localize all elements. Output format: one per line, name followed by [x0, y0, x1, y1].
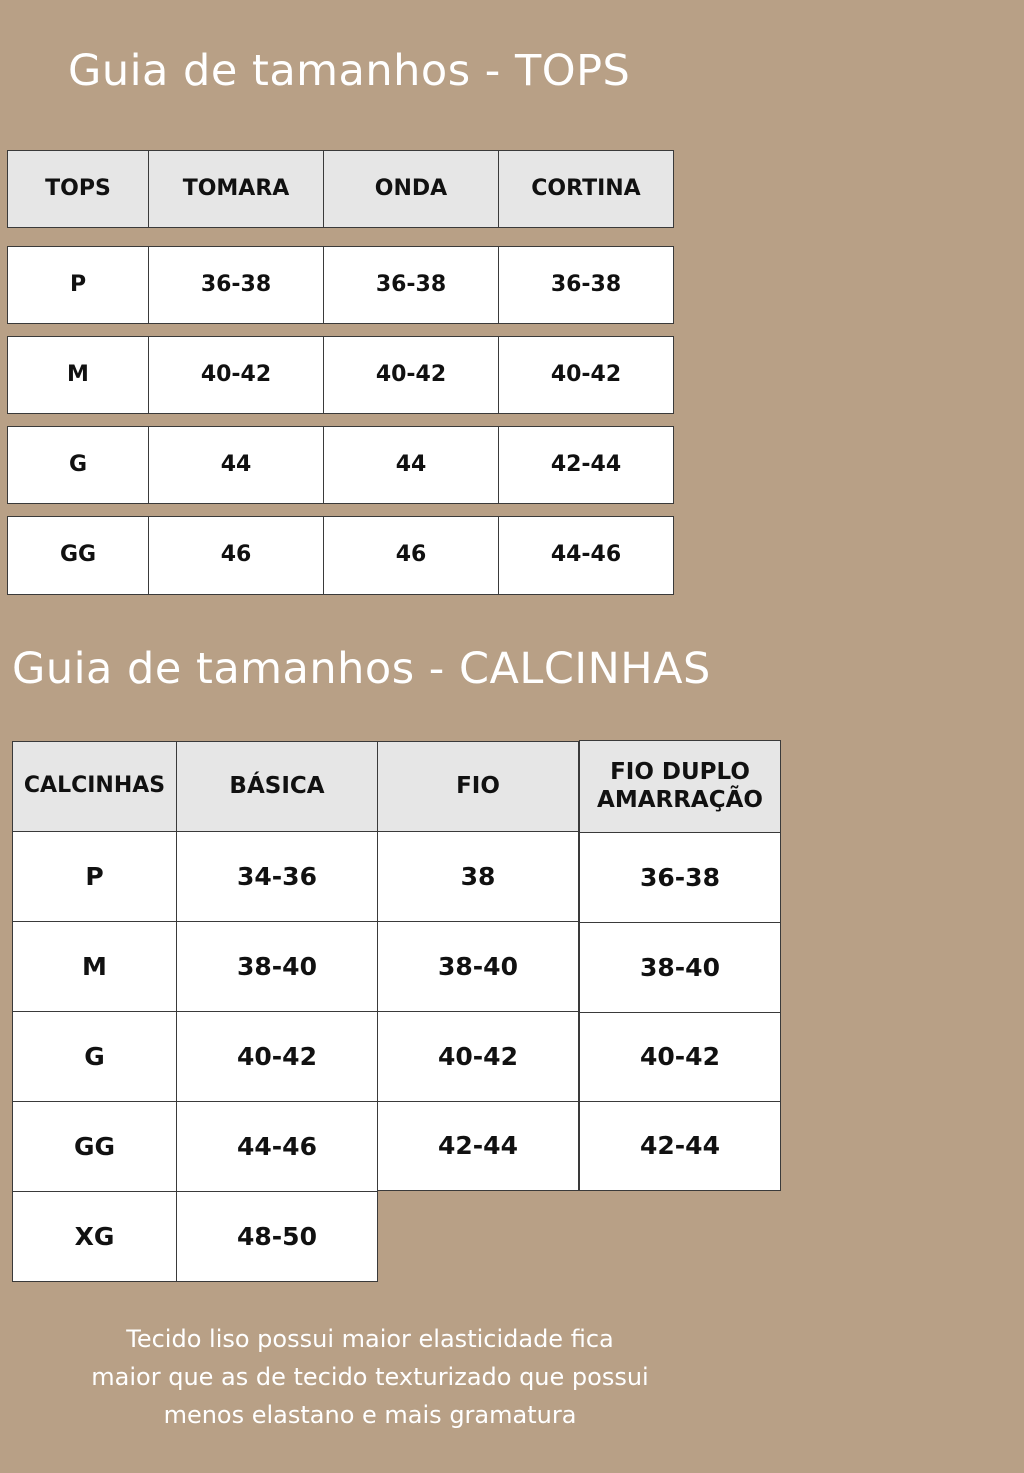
tops-header-cell: CORTINA	[498, 150, 674, 228]
calcinhas-size-cell: P	[12, 831, 177, 922]
tops-value-cell: 44	[148, 426, 324, 504]
tops-value-cell: 40-42	[148, 336, 324, 414]
calcinhas-size-cell: XG	[12, 1191, 177, 1282]
calcinhas-value-cell: 40-42	[377, 1011, 579, 1102]
tops-header-cell: TOMARA	[148, 150, 324, 228]
fabric-footnote	[40, 1320, 700, 1434]
calcinhas-value-cell: 38-40	[377, 921, 579, 1012]
calcinhas-value-cell: 42-44	[579, 1101, 781, 1191]
calcinhas-header-cell: CALCINHAS	[12, 741, 177, 832]
calcinhas-value-cell: 36-38	[579, 832, 781, 923]
tops-title: Guia de tamanhos - TOPS	[68, 46, 631, 96]
calcinhas-value-cell: 38	[377, 831, 579, 922]
tops-value-cell: 36-38	[148, 246, 324, 324]
calcinhas-header-cell: FIO	[377, 741, 579, 832]
calcinhas-size-cell: GG	[12, 1101, 177, 1192]
calcinhas-value-cell: 48-50	[176, 1191, 378, 1282]
calcinhas-value-cell: 44-46	[176, 1101, 378, 1192]
footnote-line: Tecido liso possui maior elasticidade fica	[126, 1325, 614, 1353]
tops-size-cell: GG	[7, 516, 149, 595]
calcinhas-size-cell: M	[12, 921, 177, 1012]
calcinhas-header-cell: FIO DUPLO AMARRAÇÃO	[579, 740, 781, 833]
calcinhas-value-cell: 34-36	[176, 831, 378, 922]
calcinhas-value-cell: 38-40	[176, 921, 378, 1012]
tops-size-cell: M	[7, 336, 149, 414]
footnote-line: maior que as de tecido texturizado que possui	[91, 1363, 649, 1391]
tops-size-cell: P	[7, 246, 149, 324]
tops-header-cell: ONDA	[323, 150, 499, 228]
tops-value-cell: 46	[148, 516, 324, 595]
tops-value-cell: 44-46	[498, 516, 674, 595]
tops-value-cell: 40-42	[323, 336, 499, 414]
calcinhas-value-cell: 38-40	[579, 922, 781, 1013]
tops-value-cell: 36-38	[498, 246, 674, 324]
calcinhas-value-cell: 40-42	[579, 1012, 781, 1102]
tops-value-cell: 44	[323, 426, 499, 504]
calcinhas-size-cell: G	[12, 1011, 177, 1102]
tops-size-cell: G	[7, 426, 149, 504]
calcinhas-title: Guia de tamanhos - CALCINHAS	[12, 644, 711, 694]
tops-header-cell: TOPS	[7, 150, 149, 228]
calcinhas-header-cell: BÁSICA	[176, 741, 378, 832]
calcinhas-value-cell: 40-42	[176, 1011, 378, 1102]
calcinhas-value-cell: 42-44	[377, 1101, 579, 1191]
tops-value-cell: 46	[323, 516, 499, 595]
footnote-line: menos elastano e mais gramatura	[163, 1401, 577, 1429]
tops-value-cell: 40-42	[498, 336, 674, 414]
tops-value-cell: 36-38	[323, 246, 499, 324]
tops-value-cell: 42-44	[498, 426, 674, 504]
